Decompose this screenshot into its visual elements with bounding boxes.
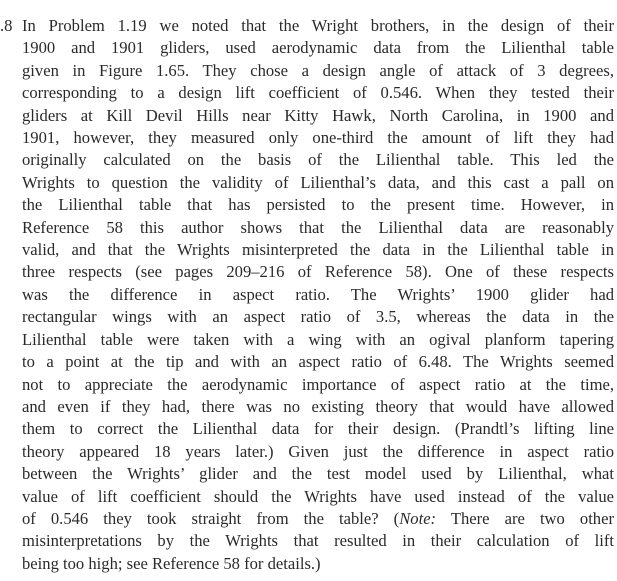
text-line-18: and even if they had, there was no existing theory that would have allowed [22, 396, 614, 416]
text-line-23-end: There are two other [436, 508, 614, 528]
text-line-12: three respects (see pages 209–216 of Reference 58). One of these respects [22, 262, 614, 282]
text-line-24: misinterpretations by the Wrights that resulted in their calculation of lift [22, 531, 614, 551]
text-line-10: Reference 58 this author shows that the Lilienthal data are reasonably [22, 217, 614, 237]
text-line-23 [22, 508, 614, 530]
text-line-9: the Lilienthal table that has persisted to the present time. However, in [22, 195, 614, 215]
note-label: Note: [399, 508, 437, 528]
text-line-1: In Problem 1.19 we noted that the Wright brothers, in the design of their [22, 16, 614, 35]
text-line-2: 1900 and 1901 gliders, used aerodynamic data from the Lilienthal table [22, 38, 614, 58]
text-line-13: was the difference in aspect ratio. The Wrights’ 1900 glider had [22, 284, 614, 304]
text-line-3: given in Figure 1.65. They chose a design angle of attack of 3 degrees, [22, 60, 614, 80]
text-line-8: Wrights to question the validity of Lilienthal’s data, and this cast a pall on [22, 172, 614, 192]
text-line-17: not to appreciate the aerodynamic importance of aspect ratio at the time, [22, 374, 614, 394]
text-line-19: them to correct the Lilienthal data for their design. (Prandtl’s lifting line [22, 419, 614, 439]
text-line-22: value of lift coefficient should the Wrights have used instead of the value [22, 486, 614, 506]
text-line-11: valid, and that the Wrights misinterpreted the data in the Lilienthal table in [22, 240, 614, 260]
text-line-20: theory appeared 18 years later.) Given just the difference in aspect ratio [22, 441, 614, 461]
text-line-4: corresponding to a design lift coefficient of 0.546. When they tested their [22, 83, 614, 103]
text-line-25: being too high; see Reference 58 for details.) [22, 553, 321, 573]
text-line-15: Lilienthal table were taken with a wing with an ogival planform tapering [22, 329, 614, 349]
text-line-5: gliders at Kill Devil Hills near Kitty Hawk, North Carolina, in 1900 and [22, 105, 614, 125]
problem-text [22, 15, 614, 575]
text-line-16: to a point at the tip and with an aspect ratio of 6.48. The Wrights seemed [22, 352, 614, 372]
problem-number: .8 [0, 16, 13, 35]
text-line-21: between the Wrights’ glider and the test model used by Lilienthal, what [22, 464, 614, 484]
text-line-14: rectangular wings with an aspect ratio of 3.5, whereas the data in the [22, 307, 614, 327]
text-line-6: 1901, however, they measured only one-third the amount of lift they had [22, 128, 614, 148]
text-line-7: originally calculated on the basis of the Lilienthal table. This led the [22, 150, 614, 170]
text-line-23-start: of 0.546 they took straight from the table? ( [22, 508, 400, 528]
